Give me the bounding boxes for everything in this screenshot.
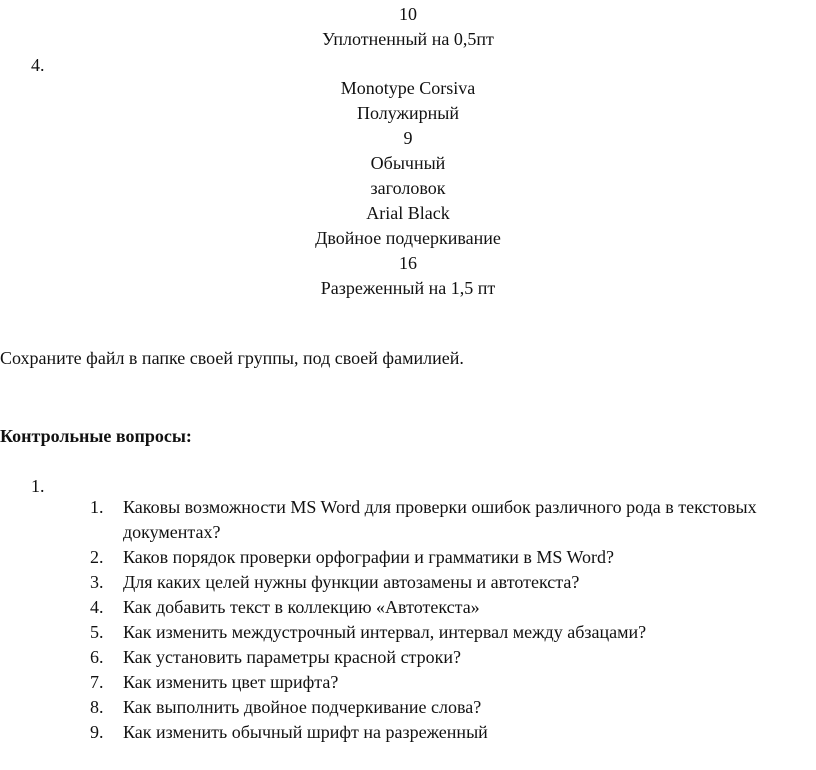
question-text: Как изменить обычный шрифт на разреженный: [123, 722, 488, 742]
question-text: Как изменить междустрочный интервал, интервал между абзацами?: [123, 622, 647, 642]
question-item: [90, 620, 790, 645]
question-text: Как изменить цвет шрифта?: [123, 672, 339, 692]
question-item: [90, 595, 790, 620]
question-item: [90, 545, 790, 570]
font-setting-line: 16: [399, 253, 417, 273]
top-line-size: 10: [399, 4, 417, 24]
question-number: 7.: [90, 672, 104, 692]
question-item: [90, 570, 790, 595]
question-number: 4.: [90, 597, 104, 617]
question-text: Каковы возможности MS Word для проверки ошибок различного рода в текстовых документах?: [123, 497, 757, 542]
font-settings-lines: [0, 76, 816, 301]
question-text: Как выполнить двойное подчеркивание слова?: [123, 697, 482, 717]
question-number: 2.: [90, 547, 104, 567]
question-item: [90, 495, 790, 545]
font-setting-line: Двойное подчеркивание: [315, 228, 501, 248]
question-text: Каков порядок проверки орфографии и грамматики в MS Word?: [123, 547, 615, 567]
question-number: 5.: [90, 622, 104, 642]
question-number: 6.: [90, 647, 104, 667]
top-line-spacing: Уплотненный на 0,5пт: [322, 29, 494, 49]
font-setting-line: Arial Black: [366, 203, 450, 223]
font-setting-line: Разреженный на 1,5 пт: [320, 278, 496, 298]
font-setting-line: Полужирный: [357, 103, 459, 123]
question-text: Для каких целей нужны функции автозамены и автотекста?: [123, 572, 580, 592]
item-4-number: 4.: [31, 55, 45, 75]
question-text: Как добавить текст в коллекцию «Автотекста»: [123, 597, 480, 617]
control-questions-list: [90, 495, 790, 745]
top-lines: [0, 2, 816, 52]
question-number: 1.: [90, 497, 104, 517]
question-item: [90, 645, 790, 670]
question-item: [90, 695, 790, 720]
question-number: 3.: [90, 572, 104, 592]
question-text: Как установить параметры красной строки?: [123, 647, 462, 667]
font-setting-line: Monotype Corsiva: [340, 78, 476, 98]
question-number: 9.: [90, 722, 104, 742]
font-setting-line: заголовок: [370, 178, 446, 198]
save-instruction: Сохраните файл в папке своей группы, под своей фамилией.: [0, 348, 464, 368]
question-item: [90, 670, 790, 695]
question-item: [90, 720, 790, 745]
control-questions-heading: Контрольные вопросы:: [0, 426, 192, 446]
font-setting-line: Обычный: [370, 153, 446, 173]
outer-list-number: 1.: [31, 476, 45, 496]
font-setting-line: 9: [403, 128, 413, 148]
question-number: 8.: [90, 697, 104, 717]
